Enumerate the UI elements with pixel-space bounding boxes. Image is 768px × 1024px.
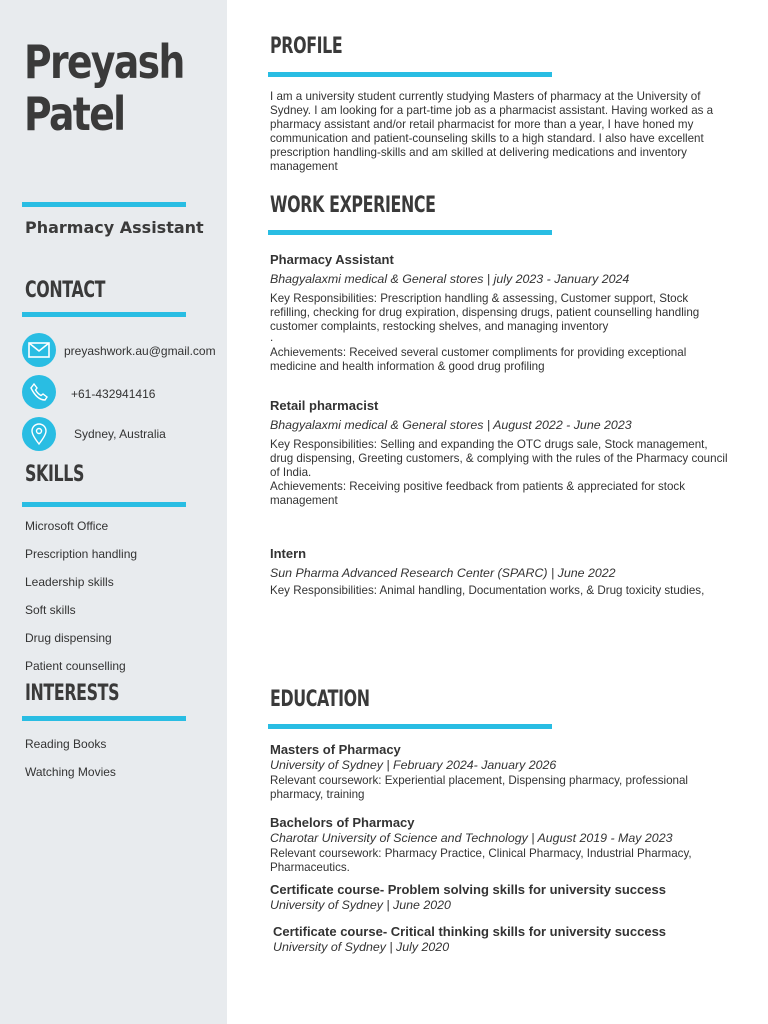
certificate-subtitle: University of Sydney | June 2020 (270, 898, 451, 912)
education-entry (273, 924, 743, 954)
location-pin-icon (22, 417, 56, 451)
work-heading: WORK EXPERIENCE (270, 193, 436, 218)
interests-heading: INTERESTS (25, 681, 120, 706)
job-stray-dot: . (270, 331, 274, 344)
skill-item: Microsoft Office (25, 519, 109, 533)
certificate-title: Certificate course- Problem solving skills for university success (270, 882, 666, 897)
profile-divider (268, 72, 552, 77)
skill-item: Soft skills (25, 603, 76, 617)
job-entry (270, 546, 730, 598)
job-subtitle: Bhagyalaxmi medical & General stores | july 2023 - January 2024 (270, 272, 630, 286)
certificate-title: Certificate course- Critical thinking skills for university success (273, 924, 667, 939)
degree-title: Masters of Pharmacy (270, 742, 401, 757)
role-title: Pharmacy Assistant (25, 218, 204, 237)
skill-item: Leadership skills (25, 575, 114, 589)
phone-number[interactable]: +61-432941416 (71, 387, 156, 401)
skill-item: Prescription handling (25, 547, 138, 561)
envelope-icon (22, 333, 56, 367)
work-divider (268, 230, 552, 235)
email-link[interactable]: preyashwork.au@gmail.com (64, 344, 216, 358)
job-entry (270, 252, 730, 374)
education-entry (270, 882, 740, 912)
name-first: Preyash (24, 35, 184, 89)
skills-heading: SKILLS (25, 462, 85, 487)
education-entry (270, 815, 730, 875)
skills-divider (22, 502, 186, 507)
interests-divider (22, 716, 186, 721)
candidate-name (24, 36, 184, 140)
degree-description: Relevant coursework: Pharmacy Practice, Clinical Pharmacy, Industrial Pharmacy, Pharmaceutics. (270, 847, 692, 874)
job-responsibilities: Key Responsibilities: Selling and expanding the OTC drugs sale, Stock management, drug dispensing, Greeting customers, & complying with the rules of the Pharmacy council of India. (270, 438, 728, 479)
phone-icon (22, 375, 56, 409)
job-achievements: Achievements: Received several customer compliments for providing exceptional medicine and health information & good drug profiling (270, 346, 687, 373)
certificate-subtitle: University of Sydney | July 2020 (273, 940, 450, 954)
degree-description: Relevant coursework: Experiential placement, Dispensing pharmacy, professional pharmacy, training (270, 774, 689, 801)
degree-subtitle: Charotar University of Science and Technology | August 2019 - May 2023 (270, 831, 673, 845)
sidebar (0, 0, 227, 1024)
education-heading: EDUCATION (270, 687, 370, 712)
job-entry (270, 398, 730, 508)
degree-title: Bachelors of Pharmacy (270, 815, 415, 830)
job-achievements: Achievements: Receiving positive feedback from patients & appreciated for stock management (270, 480, 686, 507)
job-subtitle: Sun Pharma Advanced Research Center (SPARC) | June 2022 (270, 566, 616, 580)
job-title: Pharmacy Assistant (270, 252, 394, 267)
skill-item: Patient counselling (25, 659, 126, 673)
education-divider (268, 724, 552, 729)
job-title: Retail pharmacist (270, 398, 379, 413)
contact-heading: CONTACT (25, 278, 106, 303)
contact-divider (22, 312, 186, 317)
degree-subtitle: University of Sydney | February 2024- January 2026 (270, 758, 557, 772)
location-text: Sydney, Australia (74, 427, 166, 441)
job-responsibilities: Key Responsibilities: Prescription handling & assessing, Customer support, Stock refilling, checking for drug expiration, dispensing drugs, patient counselling handling customer complaints, restocking shelves, and managing inventory (270, 292, 700, 333)
name-divider (22, 202, 186, 207)
education-entry (270, 742, 730, 802)
interest-item: Watching Movies (25, 765, 116, 779)
job-responsibilities: Key Responsibilities: Animal handling, Documentation works, & Drug toxicity studies, (270, 584, 705, 597)
skill-item: Drug dispensing (25, 631, 112, 645)
interest-item: Reading Books (25, 737, 107, 751)
name-last: Patel (24, 87, 125, 141)
job-subtitle: Bhagyalaxmi medical & General stores | August 2022 - June 2023 (270, 418, 632, 432)
profile-text: I am a university student currently studying Masters of pharmacy at the University of Sydney. I am looking for a part-time job as a pharmacist assistant. Having worked as a pharmacy assistant and/or retail pharmacist for more than a year, I have honed my communication and patient-counseling skills to a high standard. I also have excellent prescription handling-skills and am skilled at delivering medications and inventory management (270, 90, 714, 173)
job-title: Intern (270, 546, 307, 561)
profile-heading: PROFILE (270, 34, 343, 59)
